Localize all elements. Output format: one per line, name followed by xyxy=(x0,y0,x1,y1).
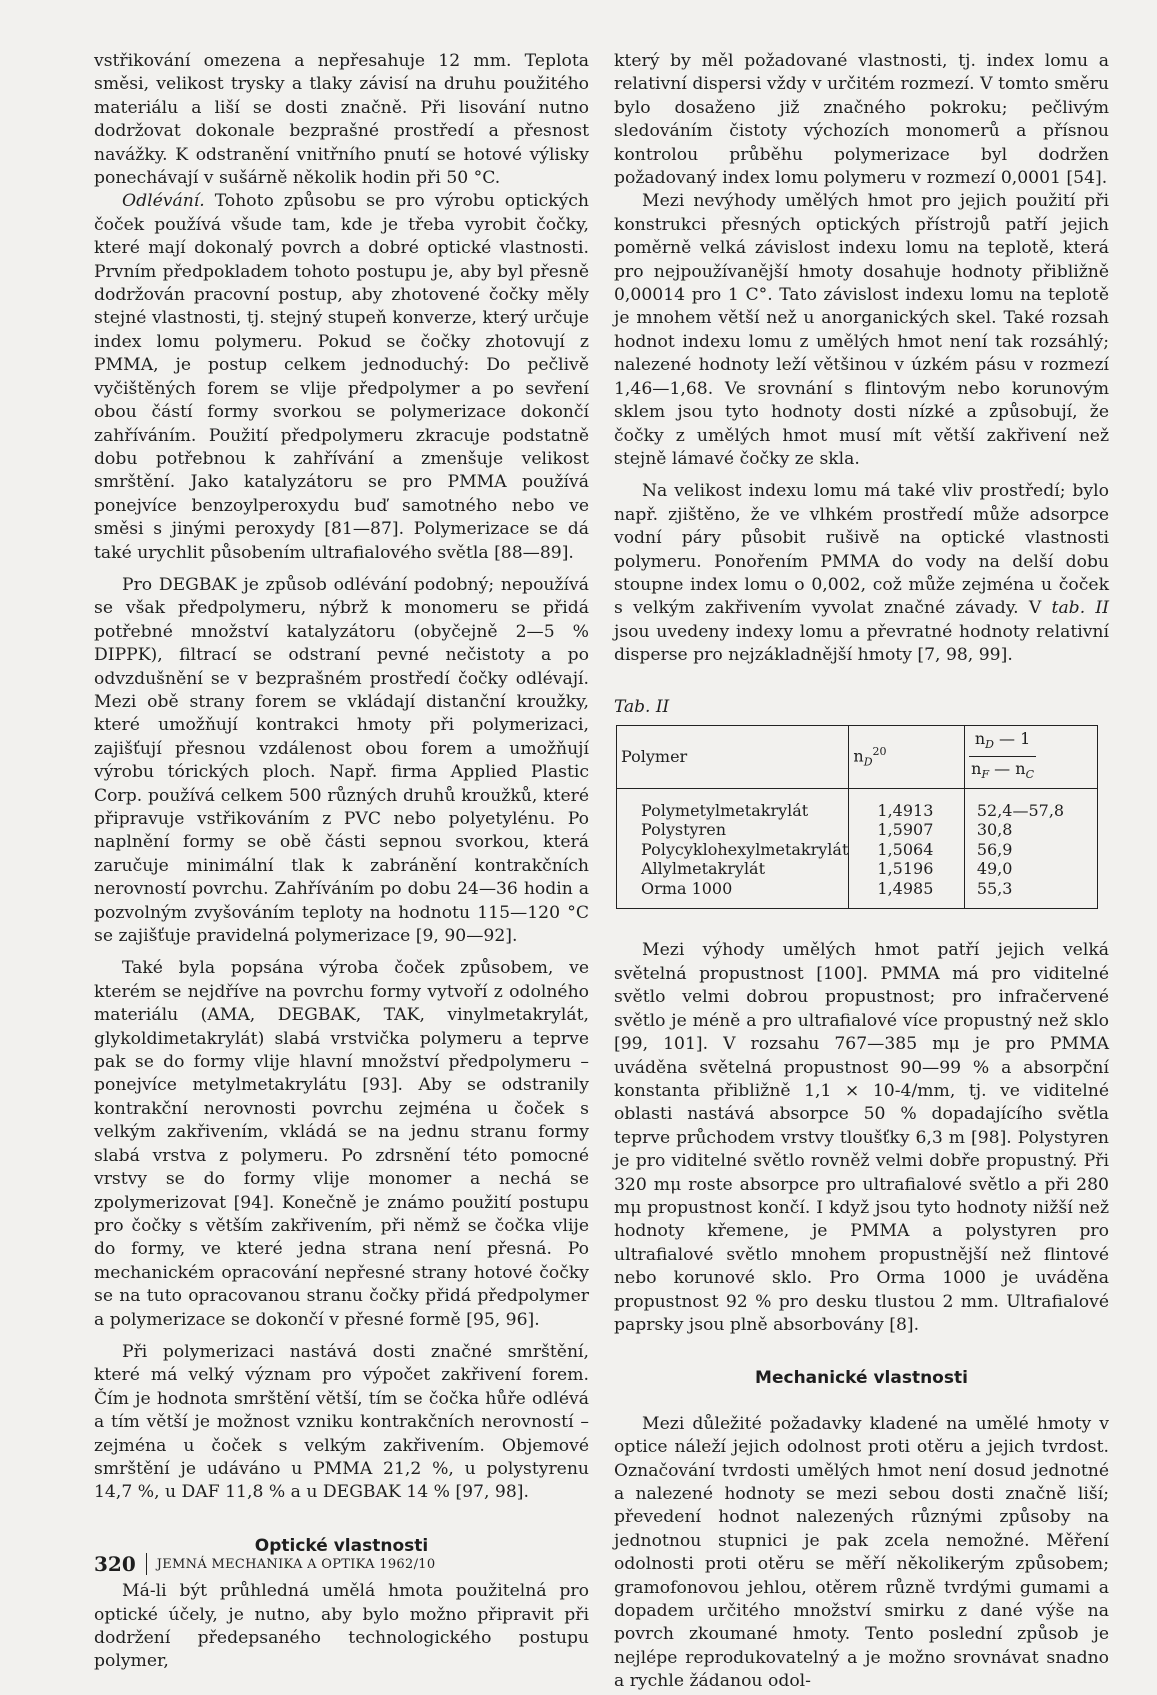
paragraph: Má-li být průhledná umělá hmota použitelná pro optické účely, je nutno, aby bylo možno připravit při dodržení předepsaného technologického postupu polymer, xyxy=(94,1581,589,1672)
table-row xyxy=(617,820,1098,840)
table-row xyxy=(617,879,1098,909)
table-row xyxy=(617,788,1098,820)
table-caption: Tab. II xyxy=(614,696,670,717)
paragraph-text: Na velikost indexu lomu má také vliv prostředí; bylo např. zjištěno, že ve vlhkém prostředí může adsorpce vodní páry působit rušivě na optické vlastnosti polymeru. Ponořením PMMA do vody na delší dobu stoupne index lomu o 0,002, což může zejména u čoček s velkým zakřivením vyvolat značné závady. V xyxy=(614,481,1109,619)
section-heading: Mechanické vlastnosti xyxy=(755,1368,968,1389)
cell-polymer: Polystyren xyxy=(617,820,849,840)
cell-polymer: Polycyklohexylmetakrylát xyxy=(617,840,849,860)
cell-refractive-index: 1,4913 xyxy=(849,788,964,820)
cell-refractive-index: 1,5064 xyxy=(849,840,964,860)
refraction-table xyxy=(616,725,1098,910)
section-heading: Optické vlastnosti xyxy=(254,1535,429,1556)
page-footer xyxy=(94,1552,435,1576)
paragraph-text: jsou uvedeny indexy lomu a převratné hodnoty relativní disperse pro nejzákladnější hmoty [7, 98, 99]. xyxy=(614,621,1109,666)
cell-polymer: Polymetylmetakrylát xyxy=(617,788,849,820)
header-refractive-index: $n_D^{20}$ xyxy=(849,725,964,788)
header-abbe-number xyxy=(964,725,1097,788)
footer-divider xyxy=(146,1553,147,1575)
paragraph: vstřikování omezena a nepřesahuje 12 mm. Teplota směsi, velikost trysky a tlaky závisí na druhu použitého materiálu a liší se dosti značně. Při lisování nutno dodržovat dokonale bezprašné prostředí a přesnost navážky. K odstranění vnitřního pnutí se hotové výlisky ponechávají v sušárně několik hodin při 50 °C. xyxy=(94,51,589,189)
cell-abbe-number: 55,3 xyxy=(976,878,1013,898)
table-header-row xyxy=(617,725,1098,788)
cell-abbe-number: 52,4—57,8 xyxy=(976,800,1065,820)
paragraph: Mezi výhody umělých hmot patří jejich velká světelná propustnost [100]. PMMA má pro viditelné světlo velmi dobrou propustnost; pro infračervené světlo je méně a pro ultrafialové více propustný než sklo [99, 101]. V rozsahu 767—385 mμ je pro PMMA uváděna světelná propustnost 90—99 % a absorpční konstanta přibližně 1,1 × 10-4/mm, tj. ve viditelné oblasti nastává absorpce 50 % dopadajícího světla teprve průchodem vrstvy tloušťky 6,3 m [98]. Polystyren je pro viditelné světlo rovněž velmi dobře propustný. Při 320 mμ roste absorpce pro ultrafialové světlo a při 280 mμ propustnost končí. I když jsou tyto hodnoty nižší než hodnoty křemene, je PMMA a polystyren pro ultrafialové světlo mnohem propustnější než flintové nebo korunové sklo. Pro Orma 1000 je uváděna propustnost 92 % pro desku tlustou 2 mm. Ultrafialové paprsky jsou plně absorbovány [8]. xyxy=(614,940,1109,1335)
paragraph-text: Tohoto způsobu se pro výrobu optických čoček používá všude tam, kde je třeba vyrobit čočky, které mají dokonalý povrch a dobré optické vlastnosti. Prvním předpokladem tohoto postupu je, aby byl přesně dodržován pracovní postup, aby zhotovené čočky měly stejné vlastnosti, tj. stejný stupeň konverze, který určuje index lomu polymeru. Pokud se čočky zhotovují z PMMA, je postup celkem jednoduchý: Do pečlivě vyčištěných forem se vlije předpolymer a po sevření obou částí formy svorkou se polymerizace dokončí zahříváním. Použití předpolymeru zkracuje podstatně dobu potřebnou k zahřívání a zmenšuje velikost smrštění. Jako katalyzátoru se pro PMMA používá ponejvíce benzoylperoxydu buď samotného nebo ve směsi s jinými peroxydy [81—87]. Polymerizace se dá také urychlit působením ultrafialového světla [88—89]. xyxy=(94,191,589,563)
paragraph: Mezi důležité požadavky kladené na umělé hmoty v optice náleží jejich odolnost proti otěru a jejich tvrdost. Označování tvrdosti umělých hmot není dosud jednotné a nalezené hodnoty se mezi sebou dosti značně liší; převedení hodnot nalezených různými způsoby na jednotnou stupnici je pak zcela nemožné. Měření odolnosti proti otěru se měří několikerým způsobem; gramofonovou jehlou, otěrem různě tvrdými gumami a dopadem určitého množství smirku z dané výše na povrch zkoumané hmoty. Tento poslední způsob je nejlépe reprodukovatelný a je možno srovnávat snadno a rychle žádanou odol- xyxy=(614,1413,1109,1692)
cell-refractive-index: 1,5907 xyxy=(849,820,964,840)
paragraph: který by měl požadované vlastnosti, tj. index lomu a relativní dispersi vždy v určitém rozmezí. V tomto směru bylo dosaženo již značného pokroku; pečlivým sledováním čistoty výchozích monomerů a přísnou kontrolou průběhu polymerizace byl dodržen požadovaný index lomu polymeru v rozmezí 0,0001 [54]. xyxy=(614,51,1109,189)
cell-abbe-number: 49,0 xyxy=(976,859,1013,879)
cell-abbe-number: 56,9 xyxy=(976,839,1013,859)
cell-abbe-number: 30,8 xyxy=(976,820,1013,840)
abbe-fraction: $\frac{n_D — 1}{n_F — n_C}$ xyxy=(969,729,1037,785)
paragraph: Mezi nevýhody umělých hmot pro jejich použití při konstrukci přesných optických přístrojů patří jejich poměrně velká závislost indexu lomu na teplotě, která pro nejpoužívanější hmoty dosahuje hodnoty přibližně 0,00014 pro 1 C°. Tato závislost indexu lomu na teplotě je mnohem větší než u anorganických skel. Také rozsah hodnot indexu lomu z umělých hmot není tak rozsáhlý; nalezené hodnoty leží většinou v úzkém pásu v rozmezí 1,46—1,68. Ve srovnání s flintovým nebo korunovým sklem jsou tyto hodnoty dosti nízké a způsobují, že čočky z umělých hmot musí mít větší zakřivení než stejně lámavé čočky ze skla. xyxy=(614,191,1109,469)
journal-name: JEMNÁ MECHANIKA A OPTIKA 1962/10 xyxy=(156,1556,436,1572)
paragraph xyxy=(94,190,589,565)
right-column xyxy=(614,50,1109,1694)
cell-refractive-index: 1,5196 xyxy=(849,859,964,879)
cell-refractive-index: 1,4985 xyxy=(849,879,964,909)
left-column xyxy=(94,50,589,1674)
table-row xyxy=(617,840,1098,860)
header-polymer: Polymer xyxy=(617,725,849,788)
cell-polymer: Orma 1000 xyxy=(617,879,849,909)
paragraph: Také byla popsána výroba čoček způsobem, ve kterém se nejdříve na povrchu formy vytvoří z odolného materiálu (AMA, DEGBAK, TAK, vinylmetakrylát, glykoldimetakrylát) slabá vrstvička polymeru a teprve pak se do formy vlije hlavní množství předpolymeru – ponejvíce metylmetakrylátu [93]. Aby se odstranily kontrakční nerovnosti povrchu zejména u čoček s velkým zakřivením, vkládá se na jednu stranu formy slabá vrstva z polymeru. Po zdrsnění této pomocné vrstvy se do formy vlije monomer a nechá se zpolymerizovat [94]. Konečně je známo použití postupu pro čočky s větším zakřivením, při němž se čočka vlije do formy, ve které jedna strana není přesná. Po mechanickém opracování nepřesné strany hotové čočky se na tuto opracovanou stranu čočky přidá předpolymer a polymerizace se dokončí v přesné formě [95, 96]. xyxy=(94,958,589,1330)
paragraph: Při polymerizaci nastává dosti značné smrštění, které má velký význam pro výpočet zakřivení forem. Čím je hodnota smrštění větší, tím se čočka hůře odlévá a tím větší je možnost vzniku kontrakčních nerovností – zejména u čoček s velkým zakřivením. Objemové smrštění je udáváno u PMMA 21,2 %, u polystyrenu 14,7 %, u DAF 11,8 % a u DEGBAK 14 % [97, 98]. xyxy=(94,1341,589,1503)
paragraph: Pro DEGBAK je způsob odlévání podobný; nepoužívá se však předpolymeru, nýbrž k monomeru se přidá potřebné množství katalyzátoru (obyčejně 2—5 % DIPPK), filtrací se odstraní pevné nečistoty a po odvzdušnění se v bezprašném prostředí čočky odlévají. Mezi obě strany forem se vkládají distanční kroužky, které umožňují kontrakci hmoty při polymerizaci, zajišťují přesnou vzdálenost obou forem a umožňují výrobu tórických ploch. Např. firma Applied Plastic Corp. používá celkem 500 různých druhů kroužků, které připravuje vstřikováním z PVC nebo polyetylénu. Po naplnění formy se obě části sepnou svorkou, která zaručuje minimální tlak k zabránění kontrakčních nerovností povrchu. Zahříváním po dobu 24—36 hodin a pozvolným zvyšováním teploty na hodnotu 115—120 °C se zajišťuje pravidelná polymerizace [9, 90—92]. xyxy=(94,574,589,947)
page-number: 320 xyxy=(94,1552,136,1576)
table-row xyxy=(617,859,1098,879)
run-in-heading: Odlévání. xyxy=(122,191,205,212)
cell-polymer: Allylmetakrylát xyxy=(617,859,849,879)
paragraph xyxy=(614,480,1109,667)
table-reference: tab. II xyxy=(1051,598,1109,619)
